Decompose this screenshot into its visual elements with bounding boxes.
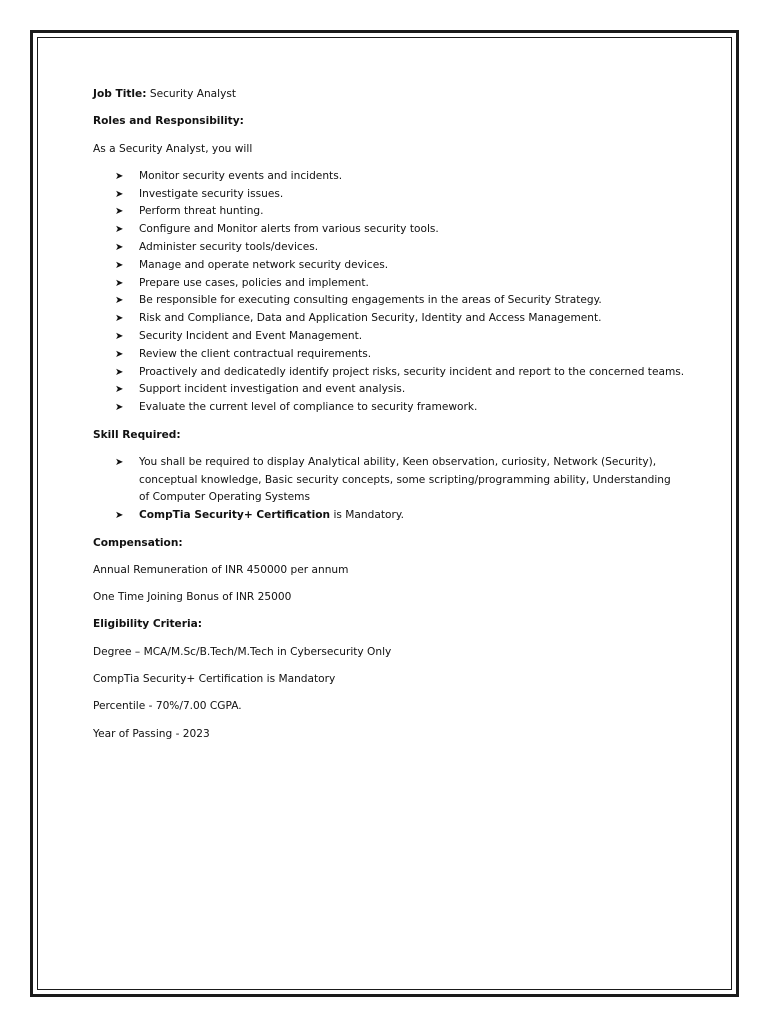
list-item: [93, 328, 693, 346]
arrow-bullet-icon: ➤: [115, 510, 124, 522]
list-item: [93, 346, 693, 364]
list-item-text: Be responsible for executing consulting engagements in the areas of Security Strategy.: [139, 294, 602, 307]
eligibility-degree: Degree – MCA/M.Sc/B.Tech/M.Tech in Cybersecurity Only: [93, 645, 392, 658]
list-item: [93, 275, 693, 293]
certification-name: CompTia Security+ Certification: [139, 509, 331, 522]
compensation-heading: Compensation:: [93, 536, 183, 549]
list-item: [93, 221, 693, 239]
arrow-bullet-icon: ➤: [115, 295, 124, 307]
arrow-bullet-icon: ➤: [115, 331, 124, 343]
list-item-text: Configure and Monitor alerts from various security tools.: [139, 223, 439, 236]
list-item-text: Evaluate the current level of compliance to security framework.: [139, 401, 478, 414]
list-item-text: Support incident investigation and event analysis.: [139, 383, 406, 396]
list-item: [93, 454, 679, 507]
eligibility-year: Year of Passing - 2023: [93, 727, 210, 740]
arrow-bullet-icon: ➤: [115, 348, 124, 360]
list-item: [93, 257, 693, 275]
roles-heading: Roles and Responsibility:: [93, 115, 244, 128]
arrow-bullet-icon: ➤: [115, 242, 124, 254]
arrow-bullet-icon: ➤: [115, 313, 124, 325]
job-title-value: Security Analyst: [149, 88, 237, 100]
list-item: [93, 364, 693, 382]
arrow-bullet-icon: ➤: [115, 224, 124, 236]
list-item: [93, 239, 693, 257]
list-item: [93, 292, 693, 310]
list-item-text: Manage and operate network security devices.: [139, 258, 389, 271]
list-item-text: Proactively and dedicatedly identify project risks, security incident and report to the concerned teams.: [139, 365, 685, 378]
arrow-bullet-icon: ➤: [115, 402, 124, 414]
skills-list: [93, 454, 693, 525]
list-item: [93, 507, 693, 525]
list-item-text: Security Incident and Event Management.: [139, 330, 363, 343]
list-item-text: is Mandatory.: [330, 509, 404, 522]
list-item: [93, 168, 693, 186]
compensation-bonus: One Time Joining Bonus of INR 25000: [93, 591, 292, 604]
arrow-bullet-icon: ➤: [115, 277, 124, 289]
list-item-text: Risk and Compliance, Data and Application Security, Identity and Access Management.: [139, 312, 602, 325]
list-item-text: You shall be required to display Analytical ability, Keen observation, curiosity, Network (Security), conceptual knowledge, Basic security concepts, some scripting/programming ability, Understanding of Computer Operating Systems: [139, 455, 671, 504]
eligibility-heading: Eligibility Criteria:: [93, 618, 202, 631]
list-item: [93, 310, 693, 328]
list-item-text: Prepare use cases, policies and implement.: [139, 276, 369, 289]
arrow-bullet-icon: ➤: [115, 259, 124, 271]
job-title-line: [93, 86, 693, 104]
list-item-text: Administer security tools/devices.: [139, 241, 319, 254]
roles-list: [93, 168, 693, 417]
list-item-text: Perform threat hunting.: [139, 205, 264, 218]
arrow-bullet-icon: ➤: [115, 366, 124, 378]
arrow-bullet-icon: ➤: [115, 188, 124, 200]
list-item: [93, 399, 693, 417]
document-body: [93, 86, 693, 753]
eligibility-certification: CompTia Security+ Certification is Mandatory: [93, 673, 336, 686]
job-title-label: Job Title:: [93, 88, 147, 100]
list-item: [93, 186, 693, 204]
list-item-text: Monitor security events and incidents.: [139, 169, 343, 182]
list-item-text: Review the client contractual requirements.: [139, 347, 372, 360]
arrow-bullet-icon: ➤: [115, 170, 124, 182]
list-item-text: Investigate security issues.: [139, 187, 284, 200]
arrow-bullet-icon: ➤: [115, 384, 124, 396]
arrow-bullet-icon: ➤: [115, 206, 124, 218]
arrow-bullet-icon: ➤: [115, 456, 124, 468]
compensation-annual: Annual Remuneration of INR 450000 per annum: [93, 563, 349, 576]
skills-heading: Skill Required:: [93, 428, 181, 441]
list-item: [93, 203, 693, 221]
eligibility-percentile: Percentile - 70%/7.00 CGPA.: [93, 700, 242, 713]
list-item: [93, 381, 693, 399]
roles-intro: As a Security Analyst, you will: [93, 142, 253, 155]
